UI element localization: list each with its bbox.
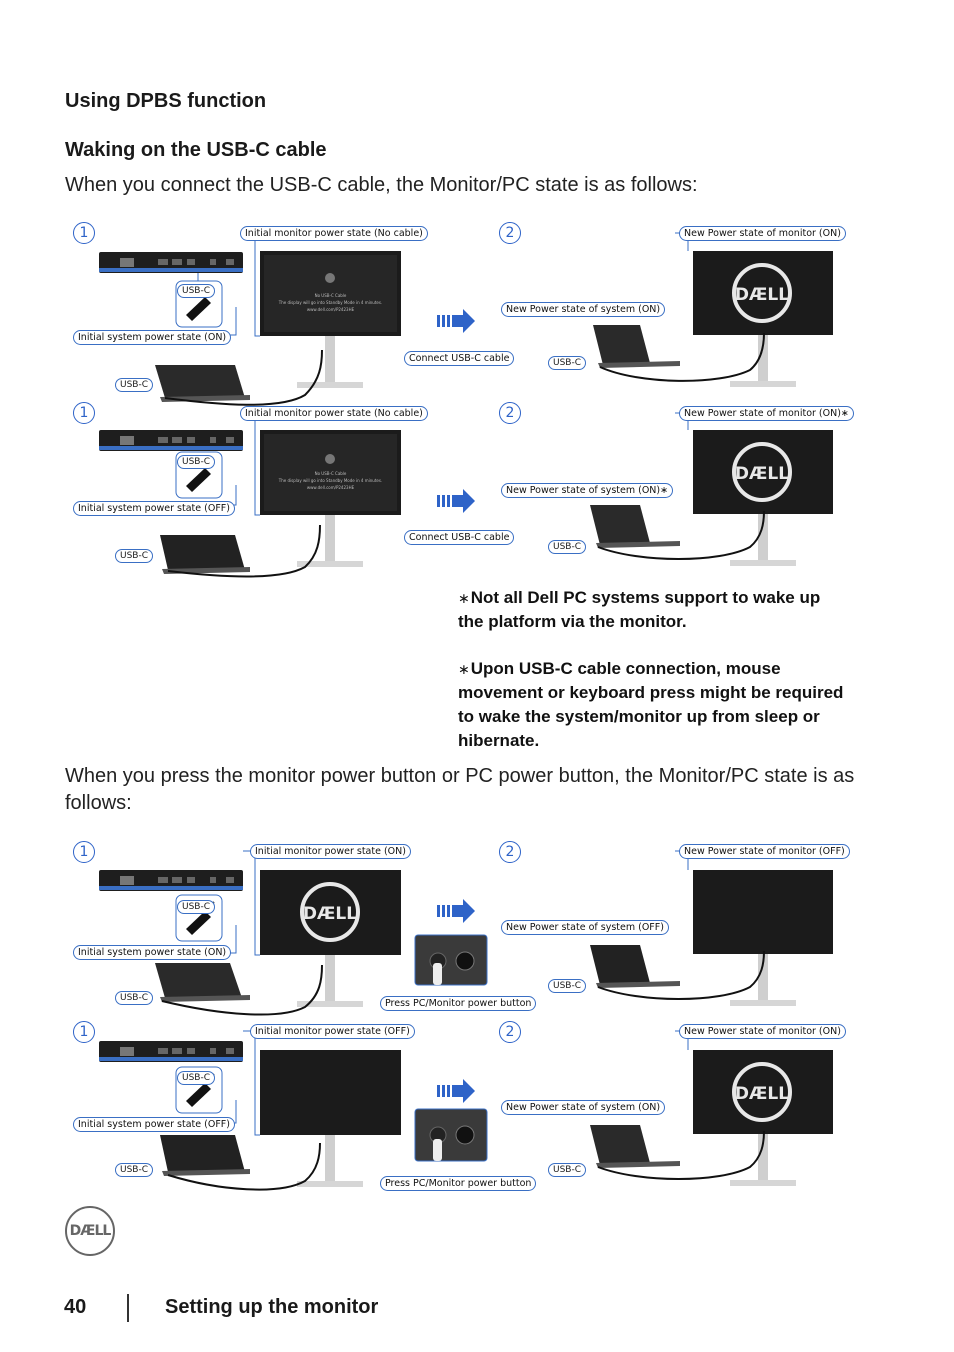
monitor-back-panel: [99, 252, 243, 273]
svg-text:DÆLL: DÆLL: [302, 904, 358, 924]
monitor-back-panel: [99, 430, 243, 451]
initial-monitor-state-label: Initial monitor power state (No cable): [240, 406, 428, 421]
arrow-right: [437, 309, 475, 333]
connect-usbc-label: Connect USB-C cable: [404, 351, 514, 366]
press-power-button-label: Press PC/Monitor power button: [380, 996, 536, 1011]
step-1-marker: 1: [73, 402, 95, 424]
monitor-on: [693, 1050, 833, 1186]
dell-logo: DÆLL: [65, 1206, 115, 1256]
intro-text: When you connect the USB-C cable, the Monitor/PC state is as follows:: [65, 174, 698, 196]
usbc-laptop-label: USB-C: [115, 1163, 153, 1177]
asterisk: ∗: [458, 661, 470, 677]
step-2-marker: 2: [499, 841, 521, 863]
section-title: Using DPBS function: [65, 90, 267, 112]
subsection-title: Waking on the USB-C cable: [65, 139, 327, 161]
usbc-laptop-label: USB-C: [115, 991, 153, 1005]
asterisk: ∗: [458, 590, 470, 606]
monitor-screen-message: No USB-C Cable The display will go into Standby Mode in 4 minutes. www.dell.com/P2423HE: [278, 471, 383, 490]
laptop-right-off: [590, 945, 680, 988]
initial-system-state-label: Initial system power state (ON): [73, 330, 231, 345]
step-1-marker: 1: [73, 1021, 95, 1043]
chapter-title: Setting up the monitor: [165, 1296, 379, 1318]
diagram2-row2: [99, 1031, 833, 1190]
usbc-right-label: USB-C: [548, 979, 586, 993]
arrow-right: [437, 899, 475, 923]
usbc-right-label: USB-C: [548, 1163, 586, 1177]
monitor-on: [693, 430, 833, 566]
new-system-state-label: New Power state of system (ON): [501, 1100, 665, 1115]
new-system-state-label: New Power state of system (ON): [501, 302, 665, 317]
monitor-on: [693, 251, 833, 387]
laptop-right-on: [590, 505, 680, 548]
power-button-closeup: [415, 1109, 487, 1161]
usbc-wake-diagram: [0, 215, 954, 580]
step-1-marker: 1: [73, 841, 95, 863]
step-1-marker: 1: [73, 222, 95, 244]
initial-system-state-label: Initial system power state (ON): [73, 945, 231, 960]
new-monitor-state-label: New Power state of monitor (ON)∗: [679, 406, 854, 421]
laptop-right-on: [593, 325, 680, 368]
monitor-no-cable: [260, 251, 401, 388]
monitor-off: [693, 870, 833, 1006]
svg-text:DÆLL: DÆLL: [734, 464, 790, 484]
connect-usbc-label: Connect USB-C cable: [404, 530, 514, 545]
monitor-on: [260, 870, 401, 1007]
usbc-right-label: USB-C: [548, 356, 586, 370]
monitor-no-cable: [260, 430, 401, 567]
step-2-marker: 2: [499, 222, 521, 244]
second-text: When you press the monitor power button or PC power button, the Monitor/PC state is as follows:: [65, 765, 855, 814]
monitor-back-panel: [99, 1041, 243, 1062]
laptop-on: [155, 963, 250, 1002]
usbc-laptop-label: USB-C: [115, 549, 153, 563]
arrow-right: [437, 1079, 475, 1103]
new-system-state-label: New Power state of system (OFF): [501, 920, 669, 935]
diagram2-row1: [99, 851, 833, 1015]
usbc-laptop-label: USB-C: [115, 378, 153, 392]
initial-system-state-label: Initial system power state (OFF): [73, 501, 235, 516]
laptop-off: [160, 1135, 250, 1176]
footer-divider: [127, 1294, 129, 1322]
new-monitor-state-label: New Power state of monitor (ON): [679, 1024, 846, 1039]
laptop-right-on: [590, 1125, 680, 1168]
initial-monitor-state-label: Initial monitor power state (No cable): [240, 226, 428, 241]
arrow-right: [437, 489, 475, 513]
initial-system-state-label: Initial system power state (OFF): [73, 1117, 235, 1132]
monitor-back-panel: [99, 870, 243, 891]
svg-text:DÆLL: DÆLL: [734, 285, 790, 305]
power-button-diagram: [0, 835, 954, 1200]
press-power-button-label: Press PC/Monitor power button: [380, 1176, 536, 1191]
usbc-cable-label: USB-C: [177, 1071, 215, 1085]
initial-monitor-state-label: Initial monitor power state (OFF): [250, 1024, 415, 1039]
step-2-marker: 2: [499, 1021, 521, 1043]
usbc-right-label: USB-C: [548, 540, 586, 554]
new-monitor-state-label: New Power state of monitor (OFF): [679, 844, 850, 859]
usbc-cable-label: USB-C: [177, 900, 215, 914]
laptop-on: [155, 365, 250, 402]
note-input-required: ∗Upon USB-C cable connection, mouse movement or keyboard press might be required to wake the system/monitor up from sleep or hibernate.: [458, 659, 844, 750]
monitor-screen-message: No USB-C Cable The display will go into Standby Mode in 4 minutes. www.dell.com/P2423HE: [278, 293, 383, 312]
svg-text:DÆLL: DÆLL: [734, 1084, 790, 1104]
laptop-off: [160, 535, 250, 574]
power-button-closeup: [415, 935, 487, 985]
usbc-cable-label: USB-C: [177, 455, 215, 469]
diagram1-row1: [99, 233, 833, 405]
new-system-state-label: New Power state of system (ON)∗: [501, 483, 673, 498]
diagram1-row2: [99, 413, 833, 577]
usbc-cable-label: USB-C: [177, 284, 215, 298]
step-2-marker: 2: [499, 402, 521, 424]
initial-monitor-state-label: Initial monitor power state (ON): [250, 844, 411, 859]
monitor-off: [260, 1050, 401, 1187]
page-number: 40: [64, 1296, 87, 1318]
new-monitor-state-label: New Power state of monitor (ON): [679, 226, 846, 241]
note-wake-support: ∗Not all Dell PC systems support to wake up the platform via the monitor.: [458, 588, 821, 631]
